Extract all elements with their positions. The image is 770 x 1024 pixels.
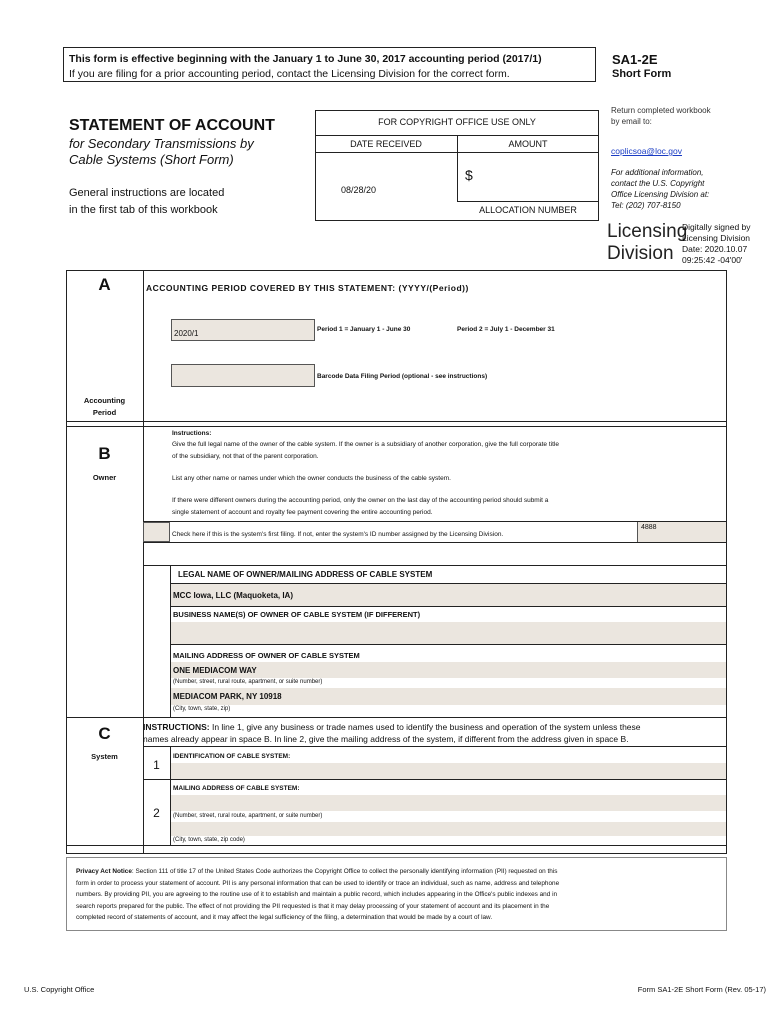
signature-detail-3: Date: 2020.10.07 [682,244,748,254]
signature-name-line2: Division [607,243,674,264]
legal-name-input[interactable] [171,584,726,606]
city-value: MEDIACOM PARK, NY 10918 [173,692,282,701]
system-line2-number: 2 [153,806,160,820]
title-sub1: for Secondary Transmissions by [69,136,254,151]
section-a-side-label1: Accounting [83,396,126,405]
section-c-instructions-line2: names already appear in space B. In line 2, give the mailing address of the system, if different from the address given in space B. [143,734,629,744]
system-id-value: 4888 [641,524,657,531]
office-use-heading: FOR COPYRIGHT OFFICE USE ONLY [378,117,536,127]
first-filing-label: Check here if this is the system's first filing. If not, enter the system's ID number assigned by the Licensing Division. [172,531,504,538]
amount-label: AMOUNT [508,139,548,149]
info-line1: For additional information, [611,168,704,177]
privacy-line4: search reports prepared for the public. The effect of not providing the PII requested is that it may delay processing of your statement of account and its placement in the [76,902,550,910]
section-b-instr-p1b: of the subsidiary, not that of the parent corporation. [172,453,319,460]
effective-notice-line1: This form is effective beginning with the January 1 to June 30, 2017 accounting period (2017/1) [69,53,542,65]
section-a-side-label2: Period [92,408,117,417]
section-b-letter: B [98,444,111,463]
mailing-address-label: MAILING ADDRESS OF OWNER OF CABLE SYSTEM [173,651,360,660]
identification-input[interactable] [171,763,726,779]
signature-detail-2: Licensing Division [682,233,751,243]
privacy-line5: completed record of statements of account, and it may affect the legal sufficiency of the filing, a determination that would be made by a court of law. [76,914,493,921]
section-c-instructions-line1: In line 1, give any business or trade names used to identify the business and operation of the system unless these [209,722,641,732]
system-id-input[interactable] [637,522,726,542]
privacy-notice-title: Privacy Act Notice [76,868,132,875]
signature-name-line1: Licensing [607,221,688,242]
date-received-label: DATE RECEIVED [350,139,422,149]
accounting-period-input[interactable] [171,319,315,341]
section-a-letter: A [98,275,111,294]
section-b-side-label: Owner [92,473,117,482]
section-b-instructions-title: Instructions: [172,430,212,437]
street-input[interactable] [171,662,726,678]
system-street-input[interactable] [171,795,726,811]
accounting-period-value: 2020/1 [174,329,199,338]
info-line2: contact the U.S. Copyright [611,179,705,188]
legal-name-heading: LEGAL NAME OF OWNER/MAILING ADDRESS OF CABLE SYSTEM [178,570,433,579]
city-input[interactable] [171,688,726,705]
street-hint: (Number, street, rural route, apartment, or suite number) [173,679,323,685]
info-tel: Tel: (202) 707-8150 [611,201,681,210]
form-type: Short Form [612,68,672,80]
system-city-input[interactable] [171,822,726,836]
business-names-label: BUSINESS NAME(S) OF OWNER OF CABLE SYSTEM (IF DIFFERENT) [173,610,421,619]
return-line2: by email to: [611,117,652,126]
section-b-instr-p2: List any other name or names under which the owner conducts the business of the cable system. [172,475,451,482]
email-link[interactable]: coplicsoa@loc.gov [611,146,682,156]
section-c-side-label: System [91,752,118,761]
general-instr-1: General instructions are located [69,187,225,199]
signature-detail-4: 09:25:42 -04'00' [682,255,743,265]
system-mailing-label: MAILING ADDRESS OF CABLE SYSTEM: [173,785,300,792]
section-a-heading: ACCOUNTING PERIOD COVERED BY THIS STATEMENT: (YYYY/(Period)) [146,283,469,293]
first-filing-checkbox[interactable] [143,522,170,542]
barcode-period-label: Barcode Data Filing Period (optional - see instructions) [317,373,488,380]
general-instr-2: in the first tab of this workbook [69,204,218,216]
allocation-number-label: ALLOCATION NUMBER [479,205,577,215]
period1-note: Period 1 = January 1 - June 30 [317,326,411,333]
privacy-line1: : Section 111 of title 17 of the United States Code authorizes the Copyright Office to collect the personally identifying information (PII) requested on this [131,868,558,875]
section-b-instr-p3b: single statement of account and royalty fee payment covering the entire accounting period. [172,509,433,516]
period2-note: Period 2 = July 1 - December 31 [457,326,555,333]
section-c-instructions-bold: INSTRUCTIONS: [143,722,210,732]
form-code: SA1-2E [612,52,658,67]
city-hint: (City, town, state, zip) [173,706,231,712]
privacy-notice [76,866,726,924]
system-street-hint: (Number, street, rural route, apartment, or suite number) [173,813,323,819]
signature-detail-1: Digitally signed by [682,222,751,232]
title-sub2: Cable Systems (Short Form) [69,152,234,167]
footer-right: Form SA1-2E Short Form (Rev. 05-17) [637,985,766,994]
amount-symbol: $ [465,167,473,183]
info-line3: Office Licensing Division at: [611,190,710,199]
section-c-instructions [143,721,723,745]
street-value: ONE MEDIACOM WAY [173,666,257,675]
section-b-instr-p1a: Give the full legal name of the owner of the cable system. If the owner is a subsidiary of another corporation, give the full corporate title [172,441,559,448]
barcode-period-input[interactable] [171,364,315,387]
system-line1-number: 1 [153,758,160,772]
date-received-value: 08/28/20 [341,185,377,195]
privacy-line2: form in order to process your statement of account. PII is any personal information that can be used to identify or trace an individual, such as name, address and telephone [76,879,560,887]
page-title: STATEMENT OF ACCOUNT [69,117,275,134]
business-names-input[interactable] [171,622,726,644]
privacy-line3: numbers. By providing PII, you are agreeing to the routine use of it to establish and maintain a public record, which includes appearing in the Office's public indexes and in [76,891,558,898]
identification-label: IDENTIFICATION OF CABLE SYSTEM: [173,753,291,760]
section-c-letter: C [98,724,111,743]
footer-left: U.S. Copyright Office [24,985,95,994]
legal-name-value: MCC Iowa, LLC (Maquoketa, IA) [173,591,293,600]
system-city-hint: (City, town, state, zip code) [173,837,245,843]
effective-notice-line2: If you are filing for a prior accounting period, contact the Licensing Division for the correct form. [69,68,510,80]
section-b-instr-p3a: If there were different owners during the accounting period, only the owner on the last day of the accounting period should submit a [172,497,549,504]
return-line1: Return completed workbook [611,106,711,115]
